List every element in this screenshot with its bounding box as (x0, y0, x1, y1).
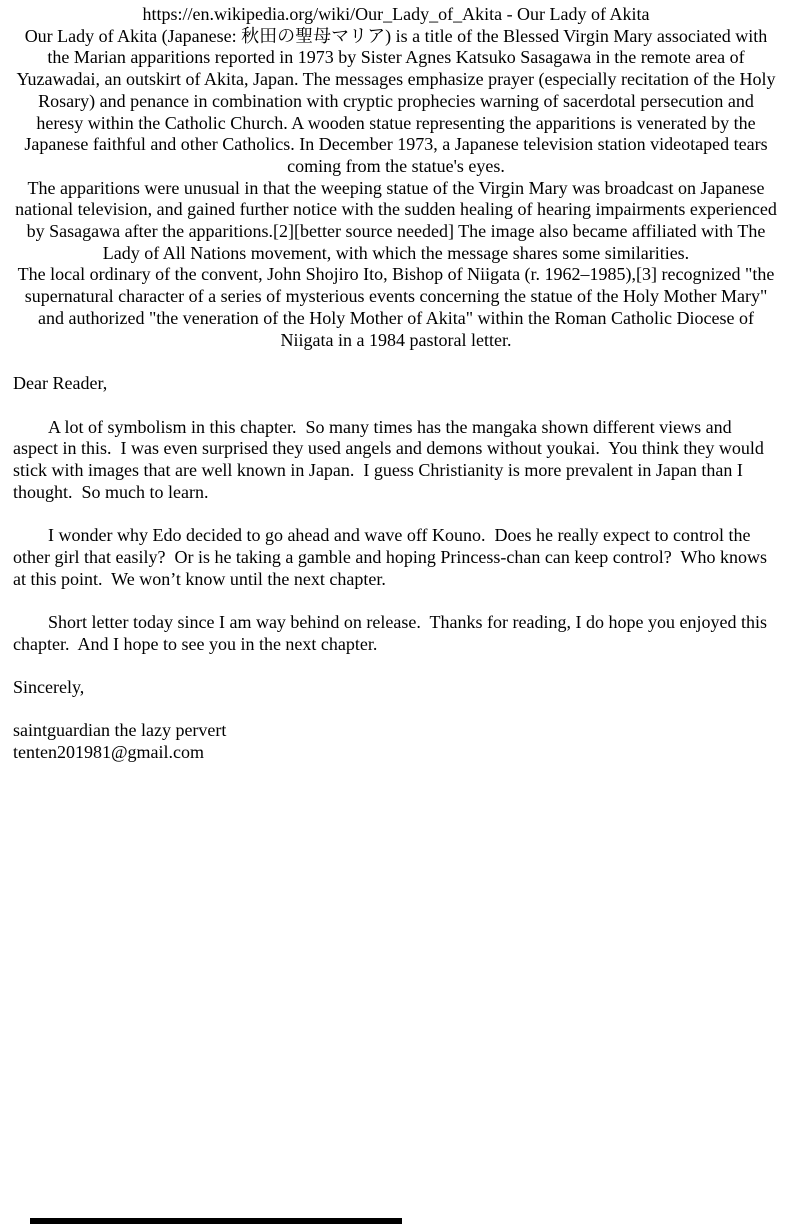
letter-paragraph: Short letter today since I am way behind on release. Thanks for reading, I do hope you enjoyed this chapter. And I hope to see you in the next chapter. (13, 611, 772, 654)
wiki-paragraph: The apparitions were unusual in that the weeping statue of the Virgin Mary was broadcast on Japanese national television, and gained further notice with the sudden healing of hearing impairments experienced by Sasagawa after the apparitions.[2][better source needed] The image also became affiliated with The Lady of All Nations movement, with which the message shares some similarities. (15, 177, 777, 263)
letter-paragraph: I wonder why Edo decided to go ahead and wave off Kouno. Does he really expect to control the other girl that easily? Or is he taking a gamble and hoping Princess-chan can keep control? Who knows at this point. We won’t know until the next chapter. (13, 525, 772, 589)
signature-name: saintguardian the lazy pervert (13, 720, 227, 741)
letter-closing: Sincerely, (13, 677, 85, 698)
signature-email: tenten201981@gmail.com (13, 742, 205, 763)
translator-letter (0, 373, 792, 764)
wiki-excerpt-block (0, 0, 792, 351)
bottom-edge-bar (30, 1218, 402, 1224)
letter-salutation: Dear Reader, (13, 373, 108, 394)
source-url-line: https://en.wikipedia.org/wiki/Our_Lady_of_Akita - Our Lady of Akita (142, 4, 650, 24)
wiki-paragraph: The local ordinary of the convent, John Shojiro Ito, Bishop of Niigata (r. 1962–1985),[3] recognized "the supernatural character of a series of mysterious events concerning the statue of the Holy Mother Mary" and authorized "the veneration of the Holy Mother of Akita" within the Roman Catholic Diocese of Niigata in a 1984 pastoral letter. (17, 264, 775, 350)
letter-paragraph: A lot of symbolism in this chapter. So many times has the mangaka shown different views and aspect in this. I was even surprised they used angels and demons without youkai. You think they would stick with images that are well known in Japan. I guess Christianity is more prevalent in Japan than I thought. So much to learn. (13, 416, 769, 502)
wiki-paragraph: Our Lady of Akita (Japanese: 秋田の聖母マリア) is a title of the Blessed Virgin Mary associated with the Marian apparitions reported in 1973 by Sister Agnes Katsuko Sasagawa in the remote area of Yuzawadai, an outskirt of Akita, Japan. The messages emphasize prayer (especially recitation of the Holy Rosary) and penance in combination with cryptic prophecies warning of sacerdotal persecution and heresy within the Catholic Church. A wooden statue representing the apparitions is venerated by the Japanese faithful and other Catholics. In December 1973, a Japanese television station videotaped tears coming from the statue's eyes. (16, 25, 776, 176)
